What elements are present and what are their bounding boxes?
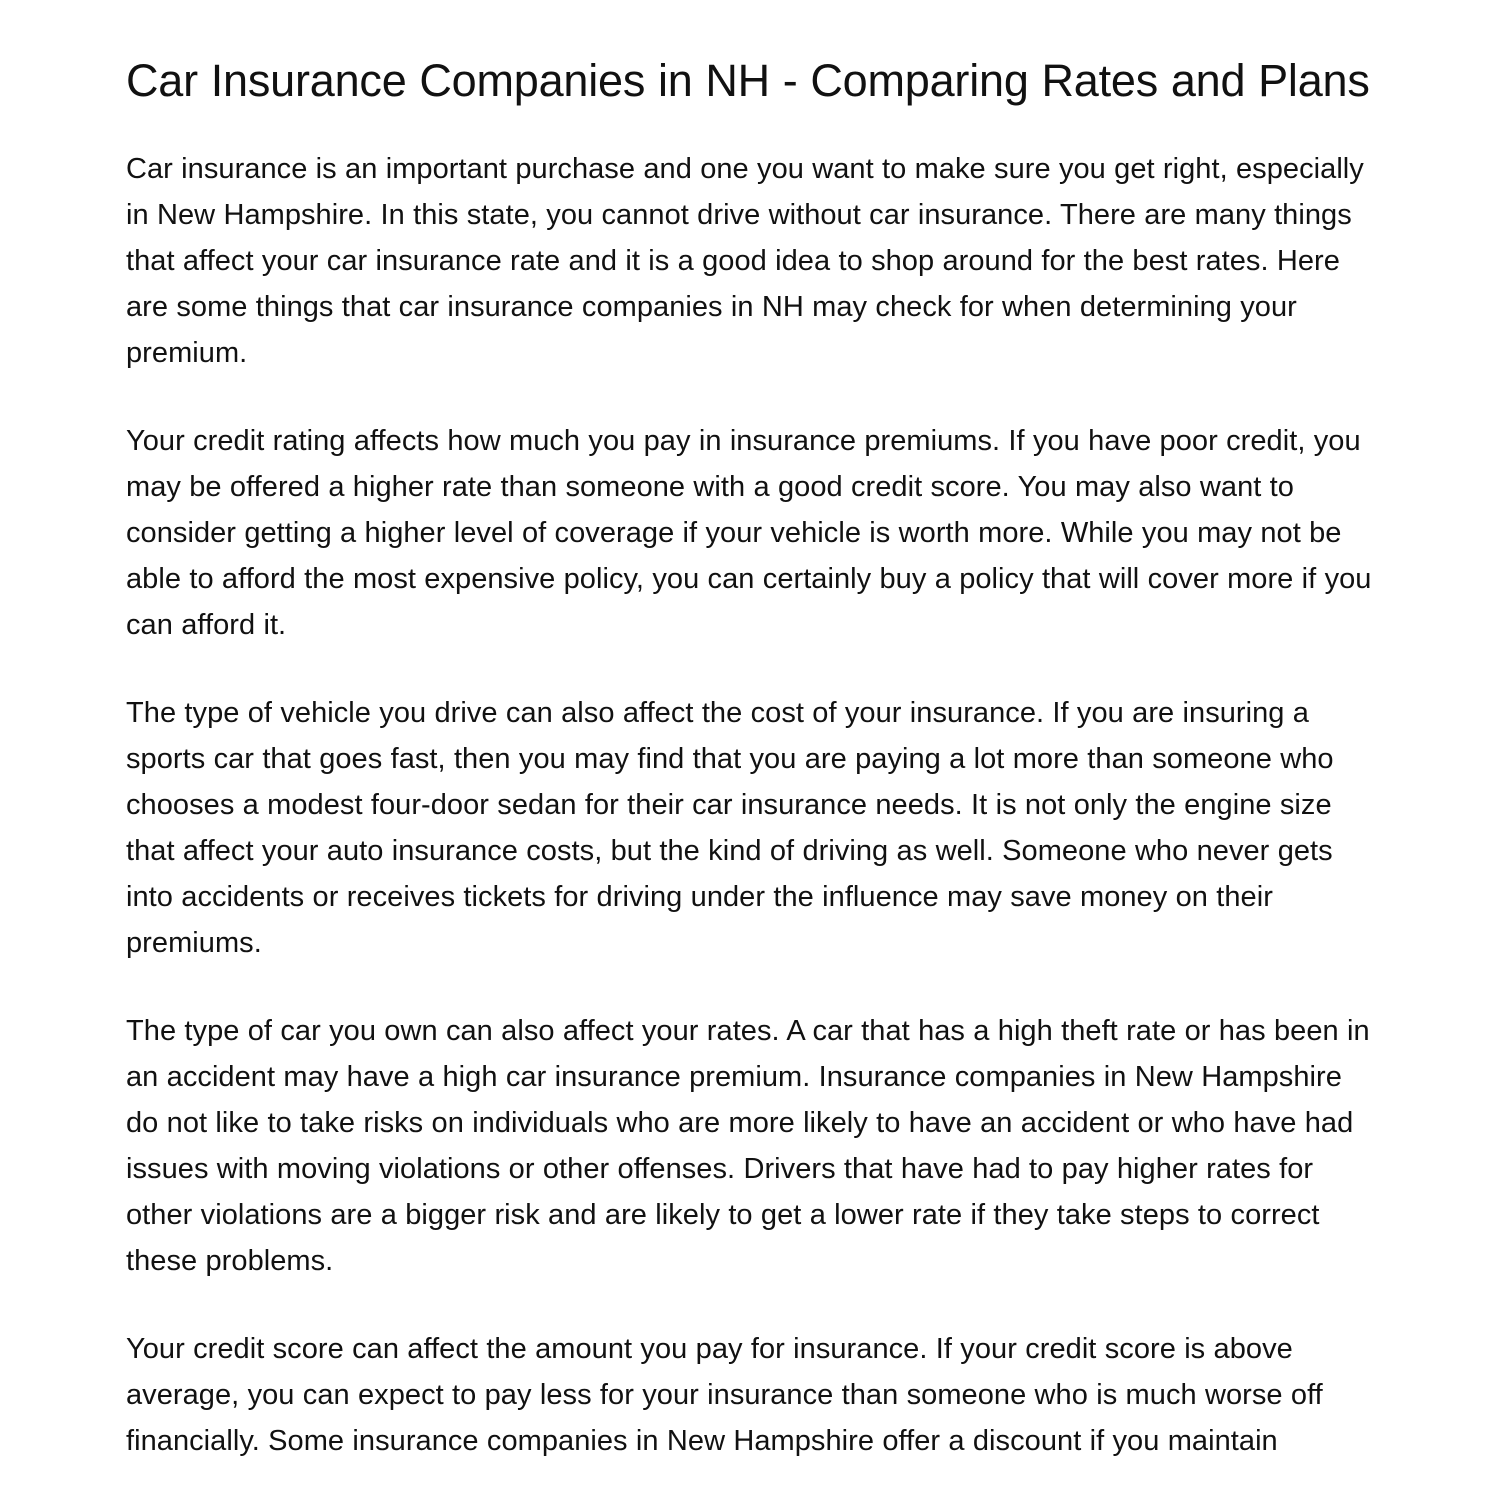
document-content [126, 55, 1374, 1464]
body-paragraph: The type of vehicle you drive can also affect the cost of your insurance. If you are insuring a sports car that goes fast, then you may find that you are paying a lot more than someone who chooses a modest four-door sedan for their car insurance needs. It is not only the engine size that affect your auto insurance costs, but the kind of driving as well. Someone who never gets into accidents or receives tickets for driving under the influence may save money on their premiums. [126, 697, 1334, 959]
body-paragraph: Your credit score can affect the amount you pay for insurance. If your credit score is above average, you can expect to pay less for your insurance than someone who is much worse off financially. Some insurance companies in New Hampshire offer a discount if you maintain [126, 1333, 1323, 1457]
body-paragraph: Your credit rating affects how much you pay in insurance premiums. If you have poor credit, you may be offered a higher rate than someone with a good credit score. You may also want to consider getting a higher level of coverage if your vehicle is worth more. While you may not be able to afford the most expensive policy, you can certainly buy a policy that will cover more if you can afford it. [126, 425, 1372, 641]
body-paragraph: The type of car you own can also affect your rates. A car that has a high theft rate or has been in an accident may have a high car insurance premium. Insurance companies in New Hampshire do not like to take risks on individuals who are more likely to have an accident or who have had issues with moving violations or other offenses. Drivers that have had to pay higher rates for other violations are a bigger risk and are likely to get a lower rate if they take steps to correct these problems. [126, 1015, 1370, 1277]
page-title: Car Insurance Companies in NH - Comparing Rates and Plans [126, 55, 1370, 106]
document-body [126, 146, 1374, 1464]
body-paragraph: Car insurance is an important purchase and one you want to make sure you get right, especially in New Hampshire. In this state, you cannot drive without car insurance. There are many things that affect your car insurance rate and it is a good idea to shop around for the best rates. Here are some things that car insurance companies in NH may check for when determining your premium. [126, 153, 1364, 369]
